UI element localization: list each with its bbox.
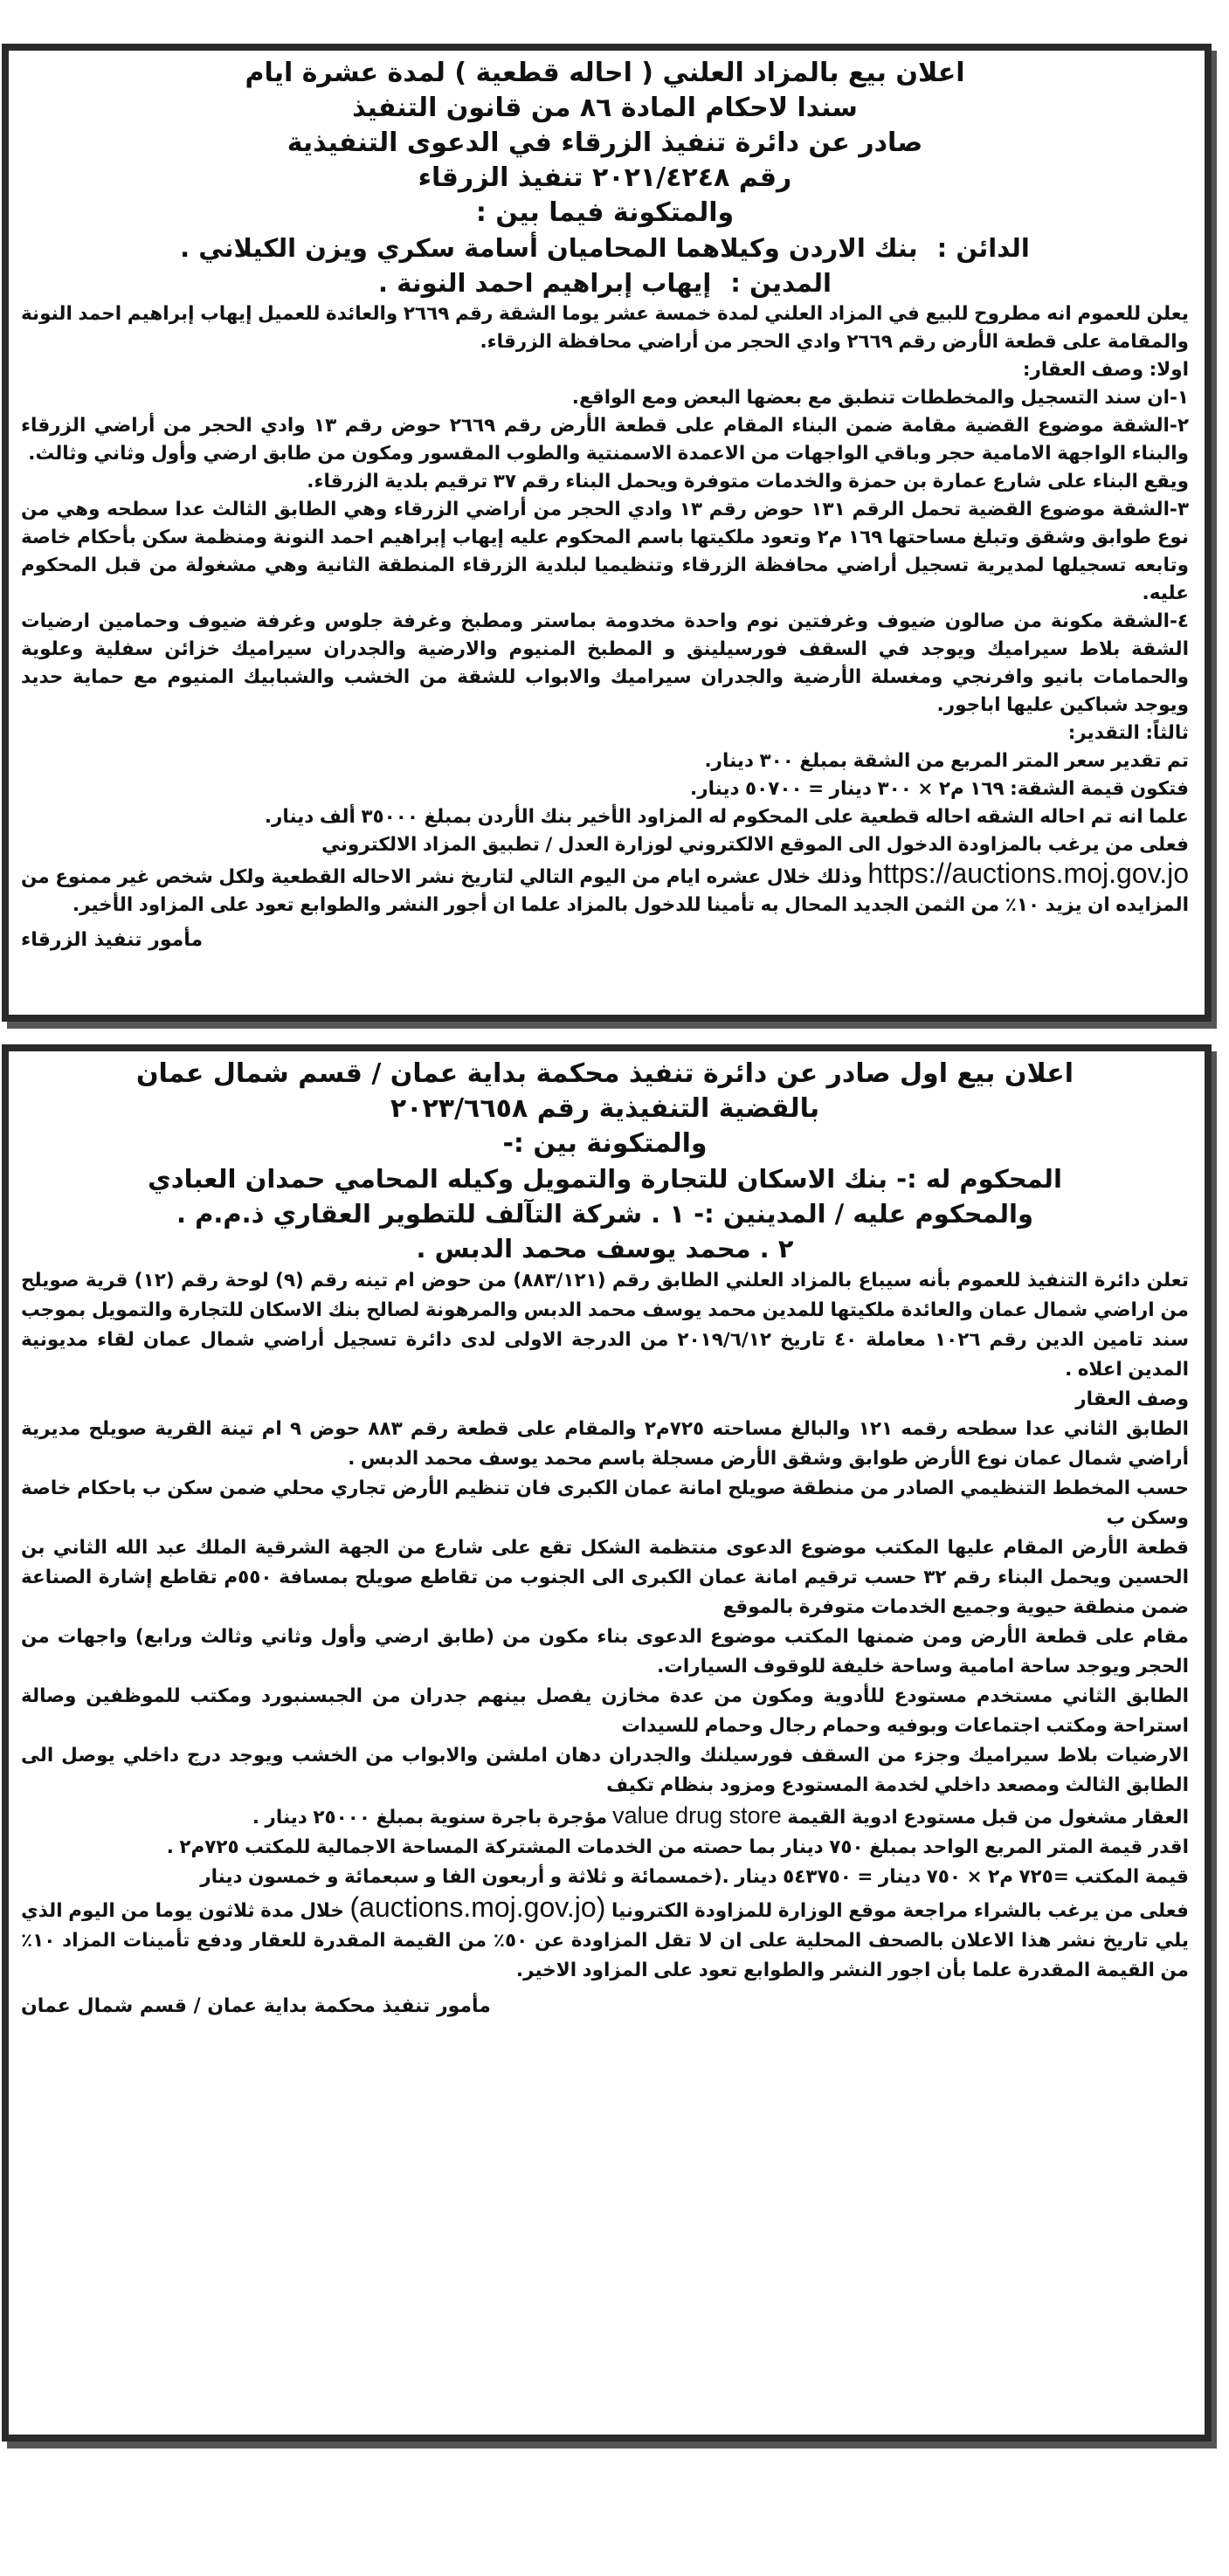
paragraph (21, 1801, 1189, 1833)
paragraph-text: خلال مدة ثلاثون يوما من اليوم الذي يلي تاريخ نشر هذا الاعلان بالصحف المحلية على ان لا تقل المزاودة عن ٥٠٪ من القيمة المقدرة للعقار ودفع تأمينات المزاد ١٠٪ من القيمة المقدرة علما بأن اجور النشر والطوابع تعود على المزاود الاخير. (21, 1900, 1189, 1981)
paragraph: قطعة الأرض المقام عليها المكتب موضوع الدعوى منتظمة الشكل تقع على شارع من الجهة الشرقية الملك عبد الله الثاني بن الحسين ويحمل البناء رقم ٣٢ حسب ترقيم امانة عمان الكبرى الى الجنوب من تقاطع صويلح بمسافة ٥٥٠م تقاطع إشارة الصناعة ضمن منطقة حيوية وجميع الخدمات متوفرة بالموقع (21, 1537, 1189, 1618)
paragraph: تعلن دائرة التنفيذ للعموم بأنه سيباع بالمزاد العلني الطابق رقم (٨٨٣/١٢١) من حوض ام تينه رقم (٩) لوحة رقم (١٢) قرية صويلح من اراضي شمال عمان والعائدة ملكيتها للمدين محمد يوسف محمد الدبس والمرهونة لصالح بنك الاسكان للتجارة والتمويل بموجب سند تامين الدين رقم ١٠٢٦ معاملة ٤٠ تاريخ ٢٠١٩/٦/١٢ من الدرجة الاولى لدى دائرة تسجيل أراضي شمال عمان لقاء مديونية المدين اعلاه . (21, 1270, 1189, 1381)
paragraph: حسب المخطط التنظيمي الصادر من منطقة صويلح امانة عمان الكبرى فان تنظيم الأرض تجاري محلي ضمن سكن ب باحكام خاصة وسكن ب (21, 1477, 1189, 1529)
auction-notice-amman (2, 1044, 1212, 2442)
party-line: المحكوم له :- بنك الاسكان للتجارة والتمويل وكيله المحامي حمدان العبادي (148, 1164, 1062, 1194)
store-name: value drug store (612, 1802, 782, 1829)
paragraph (21, 859, 1189, 920)
notice-body (21, 300, 1189, 920)
debtor-label: المدين : (730, 268, 832, 298)
debtor-line (21, 265, 1189, 300)
title-line: والمتكونة بين :- (502, 1128, 708, 1159)
paragraph: ٣-الشقة موضوع القضية تحمل الرقم ١٣١ حوض رقم ١٣ وادي الحجر من أراضي الزرقاء وهي الطابق الثالث عدا سطحه وهي من نوع طوابق وشقق وتبلغ مساحتها ١٦٩ م٢ وتعود ملكيتها باسم المحكوم عليه إيهاب إبراهيم احمد النونة ومنظمة سكن بأحكام خاصة وتابعه تسجيلها لمديرية تسجيل أراضي محافظة الزرقاء وتنظيميا لبلدية الزرقاء المنطقة الثانية وهي مشغولة من قبل المحكوم عليه. (21, 499, 1189, 604)
party-line: ٢ . محمد يوسف محمد الدبس . (416, 1234, 794, 1264)
notice-title (21, 1057, 1189, 1161)
title-line: اعلان بيع بالمزاد العلني ( احاله قطعية ) لمدة عشرة ايام (245, 58, 965, 88)
auction-notice-zarqa (2, 44, 1212, 1022)
paragraph: الطابق الثاني مستخدم مستودع للأدوية ومكون من عدة مخازن يفصل بينهم جدران من الجبسنبورد ومكتب للموظفين وصالة استراحة ومكتب اجتماعات وبوفيه وحمام رجال وحمام للسيدات (21, 1685, 1189, 1737)
paragraph-text: فعلى من يرغب بالشراء مراجعة موقع الوزارة للمزاودة الكترونيا (611, 1900, 1189, 1922)
title-line: اعلان بيع اول صادر عن دائرة تنفيذ محكمة بداية عمان / قسم شمال عمان (135, 1058, 1074, 1089)
paragraph (21, 1892, 1189, 1986)
notice-body (21, 1266, 1189, 1986)
paragraph: علما انه تم احاله الشقه احاله قطعية على المحكوم له المزاود الأخير بنك الأردن بمبلغ ٣٥٠٠٠ ألف دينار. (264, 806, 1189, 828)
creditor-line (21, 231, 1189, 265)
title-line: بالقضية التنفيذية رقم ٢٠٢٣/٦٦٥٨ (390, 1093, 820, 1124)
paragraph-text: العقار مشغول من قبل مستودع ادوية القيمة (787, 1807, 1189, 1829)
paragraph: ١-ان سند التسجيل والمخططات تنطبق مع بعضها البعض ومع الواقع. (571, 387, 1189, 409)
signature: مأمور تنفيذ محكمة بداية عمان / قسم شمال عمان (21, 1995, 491, 2017)
creditor-name: بنك الاردن وكيلاهما المحاميان أسامة سكري ويزن الكيلاني . (180, 233, 918, 263)
paragraph: تم تقدير سعر المتر المربع من الشقة بمبلغ ٣٠٠ دينار. (704, 750, 1189, 772)
paragraph: اقدر قيمة المتر المربع الواحد بمبلغ ٧٥٠ دينار بما حصته من الخدمات المشتركة المساحة الاجمالية للمكتب ٧٢٥م٢ . (166, 1836, 1189, 1858)
party-line: والمحكوم عليه / المدينين :- ١ . شركة التآلف للتطوير العقاري ذ.م.م . (176, 1199, 1033, 1229)
section-heading: وصف العقار (1075, 1388, 1189, 1410)
paragraph: الطابق الثاني عدا سطحه رقمه ١٢١ والبالغ مساحته ٧٢٥م٢ والمقام على قطعة رقم ٨٨٣ حوض ٩ ام تينة القرية صويلح مديرية أراضي شمال عمان نوع الأرض طوابق وشقق الأرض مسجلة باسم محمد يوسف محمد الدبس . (21, 1418, 1190, 1470)
paragraph: قيمة المكتب =٧٢٥ م٢ × ٧٥٠ دينار = ٥٤٣٧٥٠ دينار .(خمسمائة و ثلاثة و أربعون الفا و سبعمائة و خمسون دينار (200, 1866, 1189, 1888)
paragraph: مقام على قطعة الأرض ومن ضمنها المكتب موضوع الدعوى بناء مكون من (طابق ارضي وأول وثاني وثالث ورابع) واجهات من الحجر ويوجد ساحة امامية وساحة خليفة للوقوف السيارات. (21, 1626, 1189, 1677)
signature: مأمور تنفيذ الزرقاء (21, 929, 204, 951)
paragraph-text: وذلك خلال عشره ايام من اليوم التالي لتاريخ نشر الاحاله القطعية ولكل شخص غير ممنوع من المزايده ان يزيد ١٠٪ من الثمن الجديد المحال به تأمينا للدخول بالمزاد علما ان أجور النشر والطوابع تعود على المزاود الأخير. (21, 866, 1189, 916)
notice-title (21, 56, 1189, 231)
debtor-name: إيهاب إبراهيم احمد النونة . (378, 268, 712, 298)
title-line: صادر عن دائرة تنفيذ الزرقاء في الدعوى التنفيذية (287, 127, 923, 158)
parties (21, 1161, 1189, 1266)
paragraph: ٤-الشقة مكونة من صالون ضيوف وغرفتين نوم واحدة مخدومة بماستر ومطبخ وغرفة جلوس وغرفة ضيوف وحمامين ارضيات الشقة بلاط سيراميك ويوجد في السقف فورسيلينق و المطبخ المنيوم والارضية والجدران سيراميك خزائن سفلية وعلوية والحمامات بانيو وافرنجي ومغسلة الأرضية والجدران سيراميك والابواب للشقة من الخشب والشبابيك المنيوم مع حماية حديد ويوجد شباكين عليها اباجور. (21, 610, 1189, 716)
auction-url-link[interactable]: https://auctions.moj.gov.jo (867, 858, 1189, 889)
paragraph: يعلن للعموم انه مطروح للبيع في المزاد العلني لمدة خمسة عشر يوما الشقة رقم ٢٦٦٩ والعائدة للعميل إيهاب إبراهيم احمد النونة والمقامة على قطعة الأرض رقم ٢٦٦٩ وادي الحجر من أراضي محافظة الزرقاء. (21, 303, 1189, 353)
creditor-label: الدائن : (936, 233, 1030, 263)
title-line: رقم ٢٠٢١/٤٢٤٨ تنفيذ الزرقاء (418, 162, 792, 193)
auction-url-link[interactable]: (auctions.moj.gov.jo) (349, 1891, 606, 1923)
title-line: والمتكونة فيما بين : (475, 197, 735, 228)
section-heading: ثالثاً: التقدير: (1067, 722, 1189, 744)
paragraph: فتكون قيمة الشقة: ١٦٩ م٢ × ٣٠٠ دينار = ٥٠٧٠٠ دينار. (690, 778, 1189, 800)
title-line: سندا لاحكام المادة ٨٦ من قانون التنفيذ (352, 93, 858, 123)
paragraph: ويقع البناء على شارع عمارة بن حمزة والخدمات متوفرة ويحمل البناء رقم ٣٧ ترقيم بلدية الزرقاء. (307, 471, 1189, 492)
paragraph: الارضيات بلاط سيراميك وجزء من السقف فورسيلنك والجدران دهان املشن والابواب من الخشب ويوجد درج داخلي يوصل الى الطابق الثالث ومصعد داخلي لخدمة المستودع ومزود بنظام تكيف (21, 1745, 1189, 1796)
paragraph: ٢-الشقة موضوع القضية مقامة ضمن البناء المقام على قطعة الأرض رقم ٢٦٦٩ حوض رقم ١٣ وادي الحجر من أراضي الزرقاء والبناء الواجهة الامامية حجر وباقي الواجهات من الاعمدة الاسمنتية والطوب المقسور ومكون من طابق ارضي وأول وثاني وثالث. (21, 415, 1189, 465)
paragraph: فعلى من يرغب بالمزاودة الدخول الى الموقع الالكتروني لوزارة العدل / تطبيق المزاد الالكتروني (321, 834, 1189, 856)
paragraph-text: مؤجرة باجرة سنوية بمبلغ ٢٥٠٠٠ دينار . (252, 1807, 608, 1829)
section-heading: اولا: وصف العقار: (1022, 359, 1189, 381)
